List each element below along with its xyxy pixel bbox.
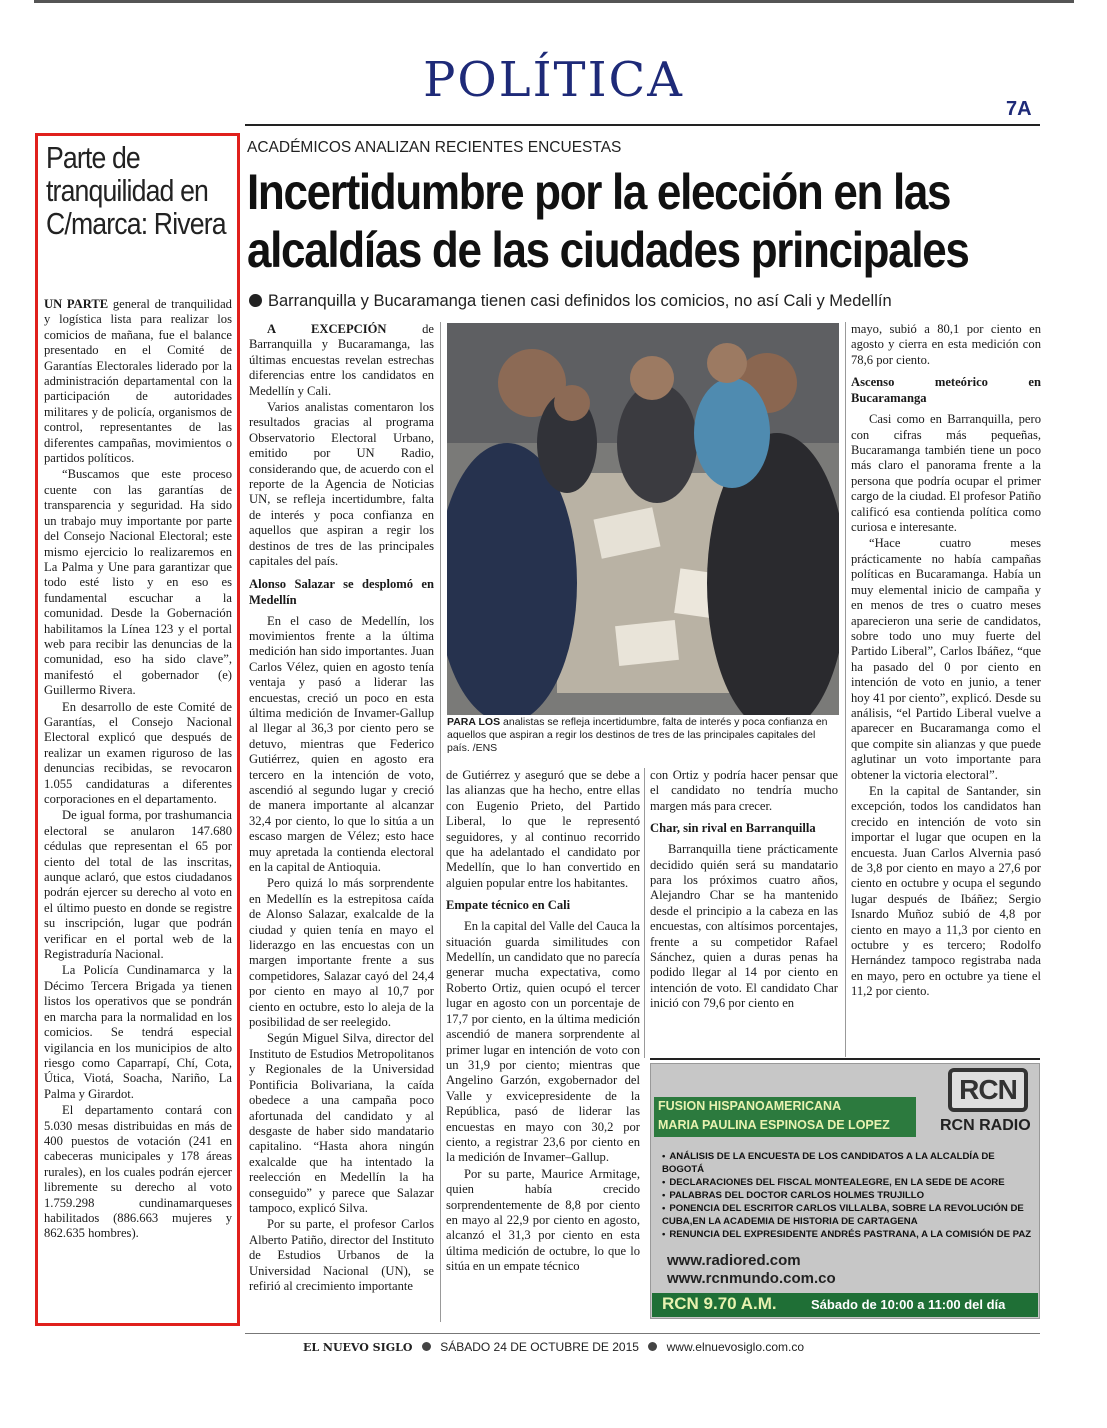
article-paragraph: “Hace cuatro meses prácticamente no había campañas políticas en Bucaramanga. Había un muy elemental inicio de campaña y en menos de tres o cuatro meses aparecieron una serie de candidatos, sobre todo uno muy fuerte del Partido Liberal”, Carlos Ibáñez, “que ha pasado del 0 por ciento en intención de voto en junio, a tener hoy 41 por ciento”, explicó. Desde su análisis, “el Partido Liberal vuelve a aparecer en Bucaramanga como el que compite sin alianzas y que puede aglutinar un voto importante para obtener la victoria electoral”.: [851, 536, 1041, 782]
sidebar-headline: Parte de tranquilidad en C/marca: Rivera: [46, 140, 226, 241]
top-rule: [34, 0, 1074, 3]
footer-date: SÁBADO 24 DE OCTUBRE DE 2015: [440, 1340, 639, 1354]
article-subhead: [249, 292, 892, 311]
article-headline: [247, 163, 1092, 279]
article-column-2: [446, 768, 640, 1276]
subheading-medellin: Alonso Salazar se desplomó en Medellín: [249, 576, 434, 607]
article-paragraph: mayo, subió a 80,1 por ciento en agosto y cierra en esta medición con 78,6 por ciento.: [851, 322, 1041, 367]
sidebar-lead: UN PARTE: [44, 297, 109, 311]
footer-website[interactable]: www.elnuevosiglo.com.co: [666, 1340, 805, 1354]
bullet-icon: [422, 1342, 431, 1351]
ad-url-link[interactable]: www.rcnmundo.com.co: [667, 1270, 836, 1287]
article-paragraph: En el caso de Medellín, los movimientos frente a la última medición han sido importantes. Juan Carlos Vélez, quien en agosto tenía ventaja y pasó a liderar las encuestas, creció un poco en esta última medición de Invamer-Gallup al llegar al 36,3 por ciento pero se detuvo, mientras que Federico Gutiérrez, quien en agosto era tercero en la intención de voto, ascendió al segundo lugar y creció de manera importante al alcanzar 32,4 por ciento, lo que lo sitúa a un escaso margen de Vélez; esto hace muy apretada la contienda electoral en la capital de Antioquia.: [249, 613, 434, 874]
ad-station: RCN 9.70 A.M.: [662, 1294, 777, 1313]
rcn-logo: [948, 1068, 1028, 1112]
caption-lead: PARA LOS: [447, 716, 501, 728]
subheading-cali: Empate técnico en Cali: [446, 898, 571, 913]
article-column-3: [650, 768, 838, 1013]
column-divider: [440, 322, 441, 1322]
article-paragraph: Pero quizá lo más sorprendente en Medellín es la estrepitosa caída de Alonso Salazar, exalcalde de la ciudad y quien tenía en mayo el liderazgo en las encuestas con un margen importante frente a sus competidores, Salazar cayó del 24,4 por ciento en mayo al 10,7 por ciento en octubre, esto lo aleja de la posibilidad de ser reelegido.: [249, 876, 434, 1030]
article-paragraph: Según Miguel Silva, director del Instituto de Estudios Metropolitanos y Regionales de la Universidad Pontificia Bolivariana, la caída obedece a una campaña poco afortunada del candidato y al desgaste de haber sido mandatario capitalino. “Hasta ahora ningún exalcalde que ha intentado la reelección en Medellín la ha conseguido” y parece que Salazar tampoco, explicó Silva.: [249, 1031, 434, 1215]
ad-urls: [667, 1252, 836, 1288]
article-kicker: ACADÉMICOS ANALIZAN RECIENTES ENCUESTAS: [247, 139, 622, 156]
page-number: 7A: [1006, 98, 1032, 120]
ad-top-rule: [650, 1058, 1040, 1060]
ad-footer-bar: [652, 1293, 1038, 1317]
photo-caption: [447, 716, 839, 755]
ad-banner-line-1: FUSION HISPANOAMERICANA: [658, 1099, 842, 1113]
subheading-bucaramanga: Ascenso meteórico en Bucaramanga: [851, 375, 1041, 406]
ad-url-link[interactable]: www.radiored.com: [667, 1252, 801, 1269]
caption-text: analistas se refleja incertidumbre, falta de interés y poca confianza en aquellos que aspiran a regir los destinos de tres de las principales capitales del país. /ENS: [447, 716, 828, 754]
sidebar-paragraph: La Policía Cundinamarca y la Décimo Tercera Brigada ya tienen listos los operativos que se pondrán en marcha para la normalidad en los comicios. Se tendrá especial vigilancia en los municipios de alto riesgo como Caparrapí, Chí, Cota, Útica, Viotá, Soacha, Nariño, La Palma y Girardot.: [44, 963, 232, 1101]
ad-schedule: Sábado de 10:00 a 11:00 del día: [811, 1297, 1006, 1312]
rcn-logo-text: RCN: [959, 1074, 1017, 1105]
sidebar-paragraph: “Buscamos que este proceso cuente con las garantías de transparencia y seguridad. Ha sido un trabajo muy importante por parte del Consejo Nacional Electoral; este mismo ejercicio lo realizaremos en La Palma y Une para garantizar que todo esté listo y en eso es fundamental escuchar a la comunidad. Desde la Gobernación habilitamos la Línea 123 y el portal web para recibir las denuncias de la comunidad, eso ha sido clave”, manifestó el gobernador (e) Guillermo Rivera.: [44, 467, 232, 698]
article-paragraph: de Gutiérrez y aseguró que se debe a las alianzas que ha hecho, entre ellas con Eugenio Prieto, del Partido Liberal, lo que le representó seguidores, y al continuo recorrido que ha adelantado el candidato por Medellín, que lo han convertido en alguien popular entre los habitantes.: [446, 768, 640, 890]
article-column-4: [851, 322, 1041, 1001]
article-paragraph: Por su parte, el profesor Carlos Alberto Patiño, director del Instituto de Estudios Urbanos de la Universidad Nacional (UN), se refirió al crecimiento importante: [249, 1217, 434, 1293]
page-footer: [0, 1340, 1107, 1354]
photo-illustration: [447, 323, 839, 715]
header-rule: [245, 124, 1040, 126]
sidebar-paragraph: general de tranquilidad y logística lista para realizar los comicios de mañana, fue el balance presentado en el Comité de Garantías Electorales liderado por la administración departamental con la participación de autoridades militares y de policía, organismos de control, representantes de las diferentes campañas, movimientos o partidos políticos.: [44, 297, 232, 466]
article-paragraph: Barranquilla tiene prácticamente decidido quién será su mandatario para los próximos cuatro años, Alejandro Char se ha mantenido desde el principio a la cabeza en las encuestas, con altísimos porcentajes, frente a su competidor Rafael Sánchez, quien a duras penas ha podido llegar al 14 por ciento en intención de voto. El candidato Char inició con 79,6 por ciento en: [650, 842, 838, 1011]
list-item: • RENUNCIA DEL EXPRESIDENTE ANDRÉS PASTRANA, A LA COMISIÓN DE PAZ: [662, 1228, 1032, 1241]
article-paragraph: de Barranquilla y Bucaramanga, las últimas encuestas revelan estrechas diferencias entre los candidatos en Medellín y Cali.: [249, 322, 434, 398]
subheading-barranquilla: Char, sin rival en Barranquilla: [650, 821, 816, 836]
article-paragraph: Varios analistas comentaron los resultados gracias al programa Observatorio Electoral Urbano, emitido por UN Radio, considerando que, de acuerdo con el reporte de la Agencia de Noticias UN, se refleja incertidumbre, falta de interés y poca confianza en aquellos que aspiran a regir los destinos de tres de las principales capitales del país.: [249, 400, 434, 569]
column-divider: [644, 768, 645, 1058]
headline-line-2: alcaldías de las ciudades principales: [247, 222, 969, 278]
subhead-text: Barranquilla y Bucaramanga tienen casi definidos los comicios, no así Cali y Medellín: [268, 292, 892, 310]
list-item: • PONENCIA DEL ESCRITOR CARLOS VILLALBA, SOBRE LA REVOLUCIÓN DE CUBA,EN LA ACADEMIA DE HISTORIA DE CARTAGENA: [662, 1202, 1032, 1228]
bullet-icon: [249, 294, 262, 307]
ad-brand: RCN RADIO: [940, 1117, 1031, 1134]
sidebar-body: [44, 297, 232, 1243]
sidebar-paragraph: De igual forma, por trashumancia electoral se anularon 147.680 cédulas que representan el 65 por ciento del total de las inscritas, aunque aclaró, que estos ciudadanos podrán ejercer su derecho al voto en el último puesto en donde se registre su inscripción, lugar que podrán verificar en el portal web de la Registraduría Nacional.: [44, 808, 232, 962]
ad-banner-line-2: MARIA PAULINA ESPINOSA DE LOPEZ: [658, 1118, 890, 1132]
article-paragraph: Casi como en Barranquilla, pero con cifras más pequeñas, Bucaramanga también tiene un poco más claro el panorama frente a la persona que podría ocupar el primer cargo de la ciudad. El profesor Patiño calificó esa contienda política como curiosa e interesante.: [851, 412, 1041, 535]
article-paragraph: Por su parte, Maurice Armitage, quien había crecido sorprendentemente de 8,8 por ciento en mayo al 22,9 por ciento en agosto, alcanzó el 31,3 por ciento en esta última medición de octubre, lo que lo sitúa en un empate técnico: [446, 1166, 640, 1274]
bullet-icon: [648, 1342, 657, 1351]
sidebar-paragraph: El departamento contará con 5.030 mesas distribuidas en más de 400 puestos de votación (241 en cabeceras municipales y 178 áreas rurales), en los cuales podrán ejercer libremente su derecho al voto 1.759.298 cundinamarqueses habilitados (886.663 mujeres y 862.635 hombres).: [44, 1103, 232, 1241]
ad-program-banner: [654, 1097, 916, 1137]
newspaper-name: EL NUEVO SIGLO: [302, 1341, 413, 1354]
article-lead: A EXCEPCIÓN: [267, 322, 387, 336]
article-paragraph: En la capital de Santander, sin excepción, todos los candidatos han crecido en intención de voto sin importar el lugar que ocupen en la encuesta. Juan Carlos Alvernia pasó de 3,8 por ciento en mayo a 27,6 por ciento en octubre y ocupa el segundo lugar después de Ibáñez; Sergio Isnardo Muñoz subió de 4,8 por ciento en mayo a 11,3 por ciento en octubre y es tercero; Rodolfo Hernández tampoco registraba nada en mayo, pero en octubre ya tiene el 11,2 por ciento.: [851, 783, 1041, 999]
headline-line-1: Incertidumbre por la elección en las: [247, 164, 951, 220]
article-paragraph: con Ortiz y podría hacer pensar que el candidato no tendría mucho margen más para crecer.: [650, 768, 838, 813]
article-column-1: [249, 322, 434, 1295]
column-divider: [845, 322, 846, 1057]
list-item: • ANÁLISIS DE LA ENCUESTA DE LOS CANDIDATOS A LA ALCALDÍA DE BOGOTÁ: [662, 1150, 1032, 1176]
list-item: • DECLARACIONES DEL FISCAL MONTEALEGRE, EN LA SEDE DE ACORE: [662, 1176, 1032, 1189]
list-item: • PALABRAS DEL DOCTOR CARLOS HOLMES TRUJILLO: [662, 1189, 1032, 1202]
article-paragraph: En la capital del Valle del Cauca la situación guarda similitudes con Medellín, un candidato que no parecía generar mucha expectativa, como Roberto Ortiz, quien ocupó el tercer lugar en agosto con un porcentaje de 17,7 por ciento, en la última medición ascendió de manera sorprendente al primer lugar en intención de voto con un 31,9 por ciento; mientras que Angelino Garzón, exgobernador del Valle y exvicepresidente de la República, pasó de liderar las encuestas en mayo con 30,2 por ciento, a registrar 23,6 por ciento en la medición de Invamer–Gallup.: [446, 919, 640, 1165]
news-photo: [447, 323, 839, 715]
ad-topic-list: [662, 1150, 1032, 1241]
section-title: POLÍTICA: [423, 52, 684, 108]
footer-rule: [245, 1333, 1040, 1334]
sidebar-paragraph: En desarrollo de este Comité de Garantías, el Consejo Nacional Electoral explicó que después de realizar un examen riguroso de las denuncias recibidas, se revocaron 1.055 candidaturas a diferentes corporaciones en el departamento.: [44, 699, 232, 806]
